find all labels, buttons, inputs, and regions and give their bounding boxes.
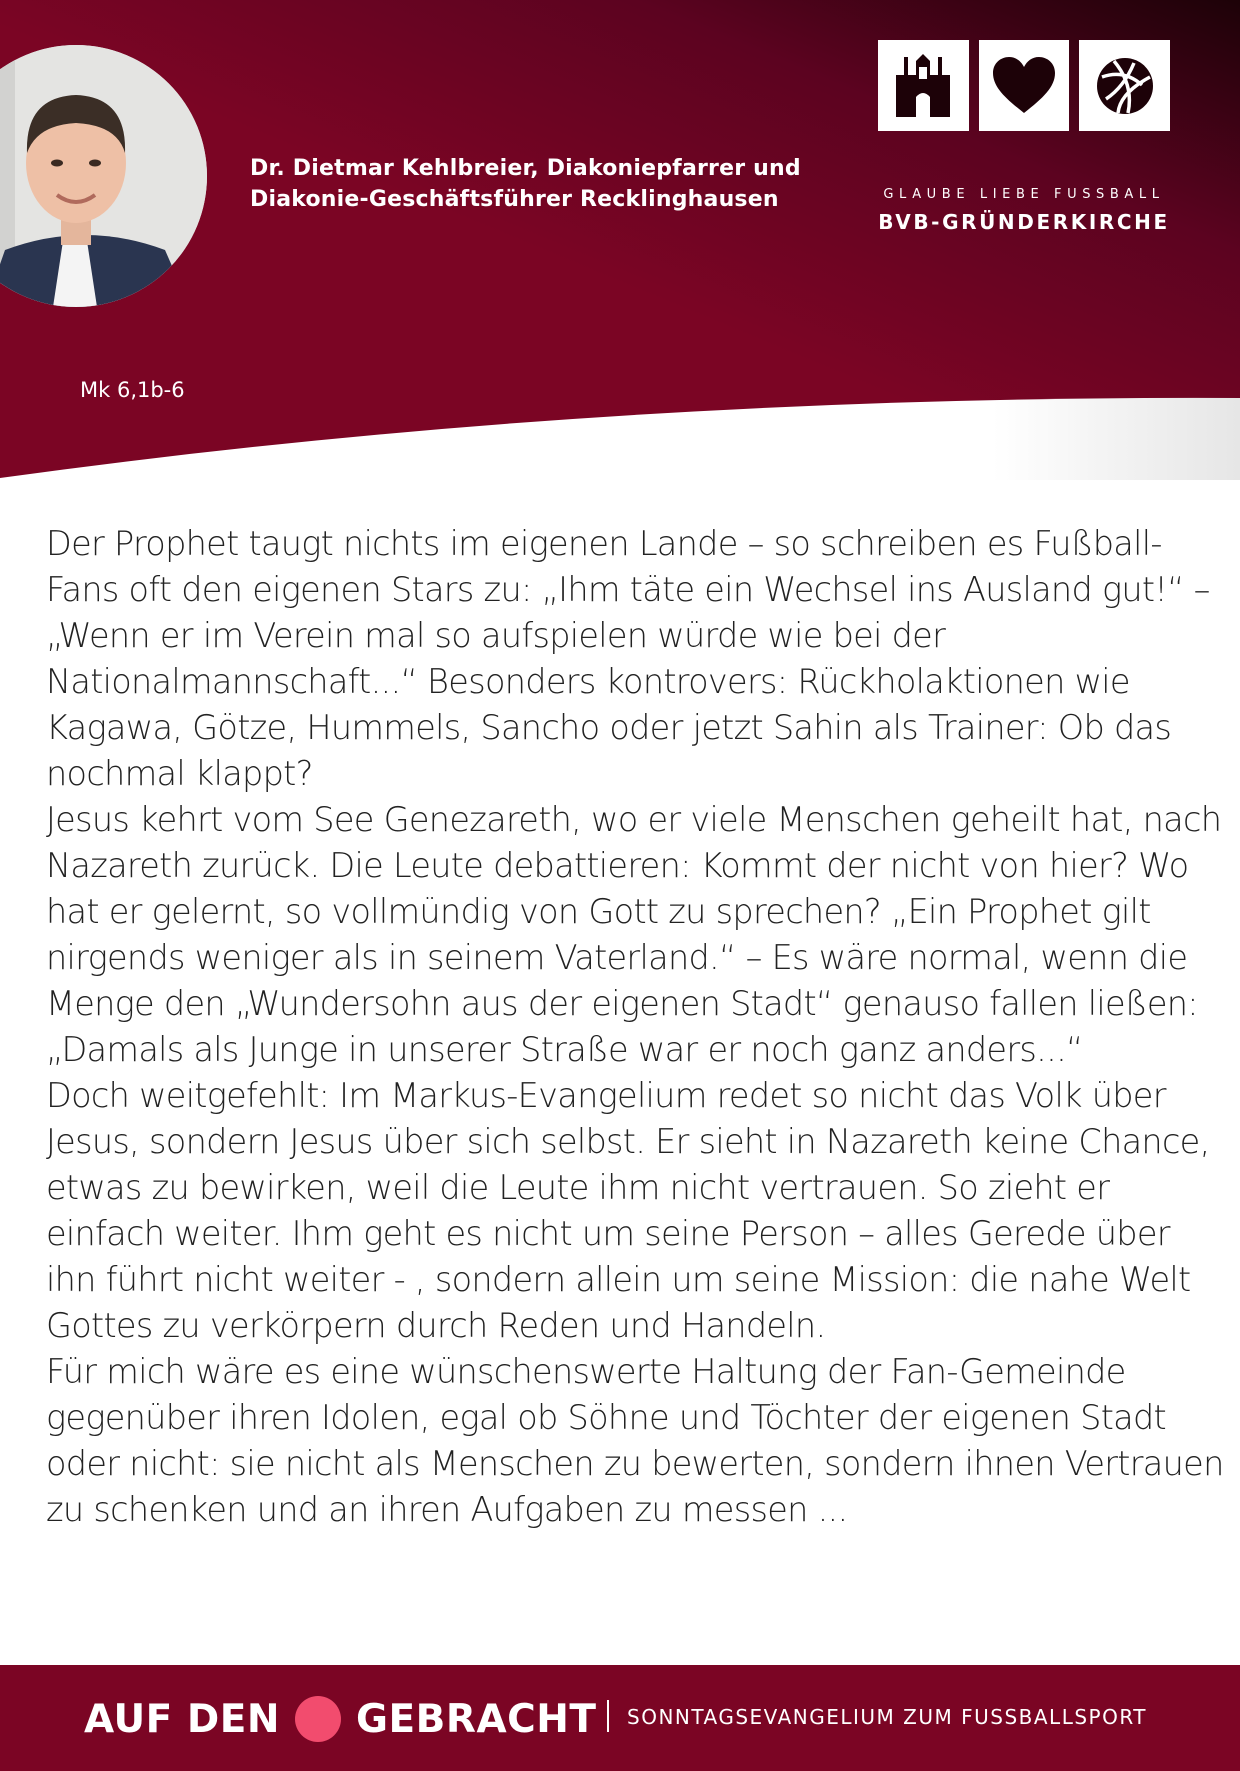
article-paragraph: Doch weitgefehlt: Im Markus-Evangelium redet so nicht das Volk über Jesus, sondern Jesus über sich selbst. Er sieht in Nazareth keine Chance, etwas zu bewirken, weil die Leute ihm nicht vertrauen. So zieht er einfach weiter. Ihm geht es nicht um seine Person – alles Gerede über ihn führt nicht weiter - , sondern allein um seine Mission: die nahe Welt Gottes zu verkörpern durch Reden und Handeln. [46, 1076, 1210, 1345]
footer-title-part-2: GEBRACHT [356, 1696, 597, 1742]
article-body [46, 521, 1226, 1533]
article-paragraph: Für mich wäre es eine wünschenswerte Haltung der Fan-Gemeinde gegenüber ihren Idolen, egal ob Söhne und Töchter der eigenen Stadt oder nicht: sie nicht als Menschen zu bewerten, sondern ihnen Vertrauen zu schenken und an ihren Aufgaben zu messen ... [46, 1352, 1224, 1529]
footer-subtitle: SONNTAGSEVANGELIUM ZUM FUSSBALLSPORT [627, 1705, 1147, 1729]
heart-icon [991, 56, 1057, 116]
footer-bar [0, 1665, 1240, 1771]
author-info [250, 153, 801, 215]
logo-name: BVB-GRÜNDERKIRCHE [878, 210, 1170, 234]
logo-tagline: GLAUBE LIEBE FUSSBALL [883, 187, 1165, 202]
bvb-gruenderkirche-logo [878, 40, 1170, 234]
football-icon [1094, 55, 1156, 117]
author-line-2: Diakonie-Geschäftsführer Recklinghausen [250, 187, 779, 212]
ball-icon [295, 1696, 341, 1742]
author-line-1: Dr. Dietmar Kehlbreier, Diakoniepfarrer und [250, 156, 801, 181]
logo-box-church [878, 40, 969, 131]
header-banner [0, 0, 1240, 480]
church-icon [890, 53, 956, 119]
footer-divider [607, 1700, 609, 1732]
footer-title [84, 1689, 597, 1749]
article-paragraph: Jesus kehrt vom See Genezareth, wo er viele Menschen geheilt hat, nach Nazareth zurück. Die Leute debattieren: Kommt der nicht von hier? Wo hat er gelernt, so vollmündig von Gott zu sprechen? „Ein Prophet gilt nirgends weniger als in seinem Vaterland.“ – Es wäre normal, wenn die Menge den „Wundersohn aus der eigenen Stadt“ genauso fallen ließen: „Damals als Junge in unserer Straße war er noch ganz anders...“ [46, 800, 1222, 1069]
footer-title-part-1: AUF DEN [84, 1696, 281, 1742]
logo-box-heart [979, 40, 1070, 131]
logo-icon-row [878, 40, 1170, 131]
bible-reference: Mk 6,1b-6 [80, 378, 185, 402]
article-paragraph: Der Prophet taugt nichts im eigenen Lande – so schreiben es Fußball-Fans oft den eigenen Stars zu: „Ihm täte ein Wechsel ins Ausland gut!“ – „Wenn er im Verein mal so aufspielen würde wie bei der Nationalmannschaft...“ Besonders kontrovers: Rückholaktionen wie Kagawa, Götze, Hummels, Sancho oder jetzt Sahin als Trainer: Ob das nochmal klappt? [46, 524, 1210, 793]
logo-box-football [1079, 40, 1170, 131]
